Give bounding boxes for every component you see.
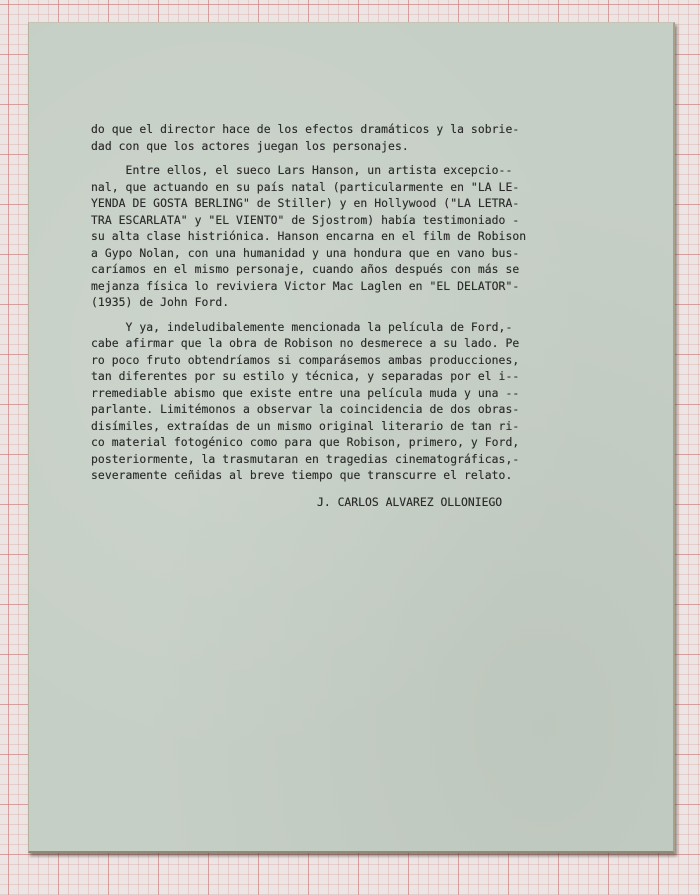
text-line: parlante. Limitémonos a observar la coincidencia de dos obras- [91, 402, 520, 416]
text-line: mejanza física lo reviviera Victor Mac Laglen en "EL DELATOR"- [91, 278, 520, 293]
text-line: posteriormente, la trasmutaran en tragedias cinematográficas,- [91, 451, 520, 466]
text-line: Entre ellos, el sueco Lars Hanson, un artista excepcio-- [91, 163, 513, 177]
text-line: TRA ESCARLATA" y "EL VIENTO" de Sjostrom) había testimoniado - [91, 212, 520, 227]
text-line: do que el director hace de los efectos dramáticos y la sobrie- [91, 122, 520, 136]
text-line: co material fotogénico como para que Robison, primero, y Ford, [91, 435, 520, 449]
text-line: Y ya, indeludibalemente mencionada la película de Ford,- [91, 319, 513, 334]
text-line: severamente ceñidas al breve tiempo que transcurre el relato. [91, 468, 513, 482]
typed-text-block [91, 121, 591, 484]
text-line: dad con que los actores juegan los personajes. [91, 138, 409, 153]
paragraph-2 [91, 162, 591, 311]
text-line: a Gypo Nolan, con una humanidad y una hondura que en vano bus- [91, 245, 520, 260]
text-line: caríamos en el mismo personaje, cuando años después con más se [91, 262, 520, 276]
text-line: tan diferentes por su estilo y técnica, y separadas por el i-- [91, 369, 520, 383]
text-line: rremediable abismo que existe entre una película muda y una -- [91, 385, 520, 400]
text-line: nal, que actuando en su país natal (particularmente en "LA LE- [91, 179, 520, 194]
text-line: ro poco fruto obtendríamos si comparásemos ambas producciones, [91, 352, 520, 367]
author-signature: J. CARLOS ALVAREZ OLLONIEGO [317, 495, 503, 509]
text-line: YENDA DE GOSTA BERLING" de Stiller) y en Hollywood ("LA LETRA- [91, 196, 520, 210]
paragraph-1 [91, 121, 591, 154]
typewritten-sheet [28, 22, 675, 853]
text-line: cabe afirmar que la obra de Robison no desmerece a su lado. Pe [91, 336, 520, 350]
text-line: su alta clase histriónica. Hanson encarna en el film de Robison [91, 229, 527, 243]
text-line: (1935) de John Ford. [91, 295, 230, 309]
text-line: disímiles, extraídas de un mismo original literario de tan ri- [91, 418, 520, 433]
paragraph-3 [91, 319, 591, 484]
